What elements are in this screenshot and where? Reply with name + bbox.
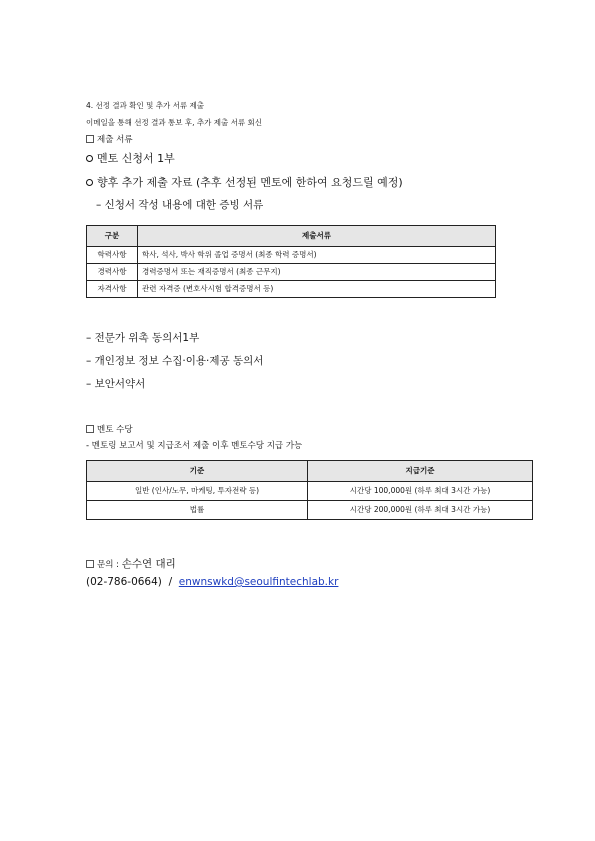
table-cell: 관련 자격증 (변호사시험 합격증명서 등) — [138, 281, 496, 298]
extra-doc-3: – 보안서약서 — [86, 378, 146, 390]
table-cell: 시간당 100,000원 (하루 최대 3시간 가능) — [308, 482, 533, 501]
circle-bullet-icon — [86, 179, 93, 186]
doc-item-2 — [86, 174, 403, 190]
checkbox-icon — [86, 135, 94, 143]
table-cell: 학사, 석사, 박사 학위 졸업 증명서 (최종 학력 증명서) — [138, 247, 496, 264]
fee-note: - 멘토링 보고서 및 지급조서 제출 이후 멘토수당 지급 가능 — [86, 441, 303, 451]
table-row — [87, 482, 533, 501]
extra-doc-1: – 전문가 위촉 동의서1부 — [86, 332, 200, 344]
fee-table — [86, 460, 533, 520]
table-cell: 법률 — [87, 501, 308, 520]
submission-docs-table — [86, 225, 496, 298]
table-header-cell: 지급기준 — [308, 461, 533, 482]
table-header-cell: 구분 — [87, 226, 138, 247]
table-header-cell: 제출서류 — [138, 226, 496, 247]
table-cell: 경력증명서 또는 재직증명서 (최종 근무지) — [138, 264, 496, 281]
table-row — [87, 264, 496, 281]
doc-item-2-text: 향후 추가 제출 자료 (추후 선정된 멘토에 한하여 요청드릴 예정) — [97, 176, 403, 189]
contact-phone: (02-786-0664) / — [86, 576, 179, 588]
fee-title-line — [86, 423, 133, 435]
circle-bullet-icon — [86, 155, 93, 162]
table-cell: 일반 (인사/노무, 마케팅, 투자전략 등) — [87, 482, 308, 501]
table-header-cell: 기준 — [87, 461, 308, 482]
doc-item-2-sub: – 신청서 작성 내용에 대한 증빙 서류 — [96, 199, 264, 211]
doc-item-1 — [86, 150, 175, 166]
contact-info-line — [86, 576, 338, 588]
checkbox-icon — [86, 560, 94, 568]
contact-name: 손수연 대리 — [121, 558, 176, 570]
table-cell: 경력사항 — [87, 264, 138, 281]
docs-title: 제출 서류 — [97, 135, 133, 145]
section-intro: 이메일을 통해 선정 결과 통보 후, 추가 제출 서류 회신 — [86, 118, 262, 127]
contact-email-link[interactable]: enwnswkd@seoulfintechlab.kr — [178, 576, 339, 588]
table-header-row — [87, 226, 496, 247]
table-row — [87, 501, 533, 520]
checkbox-icon — [86, 425, 94, 433]
table-cell: 시간당 200,000원 (하루 최대 3시간 가능) — [308, 501, 533, 520]
table-row — [87, 281, 496, 298]
contact-line — [86, 556, 176, 571]
extra-doc-2: – 개인정보 정보 수집·이용·제공 동의서 — [86, 355, 264, 367]
table-cell: 자격사항 — [87, 281, 138, 298]
table-row — [87, 247, 496, 264]
contact-label: 문의 : — [97, 560, 122, 570]
table-cell: 학력사항 — [87, 247, 138, 264]
section-heading: 4. 선정 결과 확인 및 추가 서류 제출 — [86, 101, 205, 110]
table-header-row — [87, 461, 533, 482]
docs-title-line — [86, 133, 133, 145]
fee-title: 멘토 수당 — [97, 425, 133, 435]
doc-item-1-text: 멘토 신청서 1부 — [97, 152, 175, 165]
